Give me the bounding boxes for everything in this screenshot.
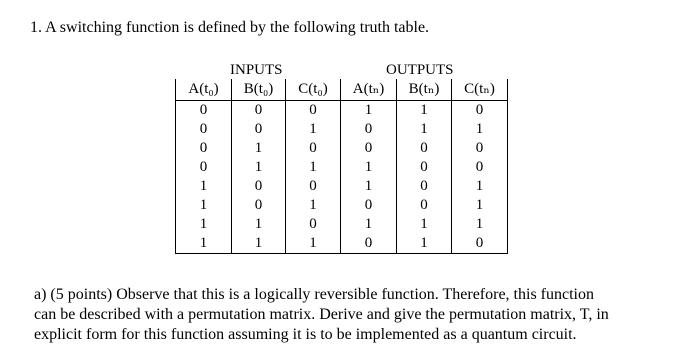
table-row: [176, 139, 508, 158]
table-cell: 0: [176, 139, 232, 158]
table-row: [176, 101, 508, 121]
table-cell: 0: [232, 177, 286, 196]
column-header-c-t0: C(t₀): [286, 79, 341, 101]
table-cell: 0: [286, 101, 341, 121]
table-cell: 0: [397, 196, 452, 215]
table-cell: 0: [397, 177, 452, 196]
table-cell: 1: [176, 177, 232, 196]
table-cell: 0: [232, 196, 286, 215]
truth-table-container: [175, 61, 509, 254]
table-cell: 1: [176, 196, 232, 215]
table-cell: 0: [397, 158, 452, 177]
column-header-a-t0: A(t₀): [176, 79, 232, 101]
table-cell: 1: [397, 215, 452, 234]
table-cell: 0: [341, 139, 397, 158]
table-cell: 1: [286, 158, 341, 177]
table-cell: 1: [341, 158, 397, 177]
table-cell: 1: [452, 196, 508, 215]
part-a-prompt: [34, 285, 674, 345]
table-cell: 1: [341, 215, 397, 234]
column-header-a-tn: A(tₙ): [341, 79, 397, 101]
table-cell: 0: [286, 215, 341, 234]
table-cell: 0: [452, 101, 508, 121]
table-cell: 0: [452, 158, 508, 177]
table-cell: 1: [232, 215, 286, 234]
table-cell: 0: [341, 120, 397, 139]
table-cell: 1: [397, 120, 452, 139]
part-a-line: a) (5 points) Observe that this is a logically reversible function. Therefore, this function: [34, 286, 594, 303]
table-cell: 0: [232, 101, 286, 121]
table-row: [176, 120, 508, 139]
table-cell: 0: [397, 139, 452, 158]
table-cell: 0: [286, 177, 341, 196]
truth-table-header-row: [176, 79, 508, 101]
table-cell: 1: [286, 196, 341, 215]
table-cell: 1: [341, 177, 397, 196]
truth-table: [175, 79, 508, 254]
part-a-line: explicit form for this function assuming it is to be implemented as a quantum circuit.: [34, 326, 577, 343]
table-cell: 1: [176, 215, 232, 234]
table-cell: 0: [176, 101, 232, 121]
group-headers: [175, 61, 509, 79]
part-a-line: can be described with a permutation matrix. Derive and give the permutation matrix, T, in: [34, 306, 609, 323]
table-cell: 0: [341, 234, 397, 254]
column-header-b-t0: B(t₀): [232, 79, 286, 101]
table-row: [176, 234, 508, 254]
column-header-c-tn: C(tₙ): [452, 79, 508, 101]
table-cell: 0: [452, 139, 508, 158]
table-cell: 1: [397, 234, 452, 254]
table-cell: 0: [232, 120, 286, 139]
column-header-b-tn: B(tₙ): [397, 79, 452, 101]
table-cell: 0: [176, 158, 232, 177]
table-cell: 1: [452, 177, 508, 196]
table-cell: 1: [232, 234, 286, 254]
table-cell: 1: [176, 234, 232, 254]
question-text: 1. A switching function is defined by the following truth table.: [30, 19, 430, 36]
table-cell: 1: [452, 215, 508, 234]
table-cell: 1: [452, 120, 508, 139]
table-row: [176, 215, 508, 234]
table-cell: 1: [286, 120, 341, 139]
table-cell: 0: [452, 234, 508, 254]
table-row: [176, 158, 508, 177]
table-cell: 0: [286, 139, 341, 158]
inputs-group-header: INPUTS: [230, 62, 283, 78]
table-cell: 1: [232, 158, 286, 177]
table-row: [176, 177, 508, 196]
table-cell: 1: [397, 101, 452, 121]
table-cell: 1: [286, 234, 341, 254]
table-cell: 0: [176, 120, 232, 139]
table-row: [176, 196, 508, 215]
table-cell: 0: [341, 196, 397, 215]
table-cell: 1: [232, 139, 286, 158]
outputs-group-header: OUTPUTS: [386, 62, 454, 78]
table-cell: 1: [341, 101, 397, 121]
